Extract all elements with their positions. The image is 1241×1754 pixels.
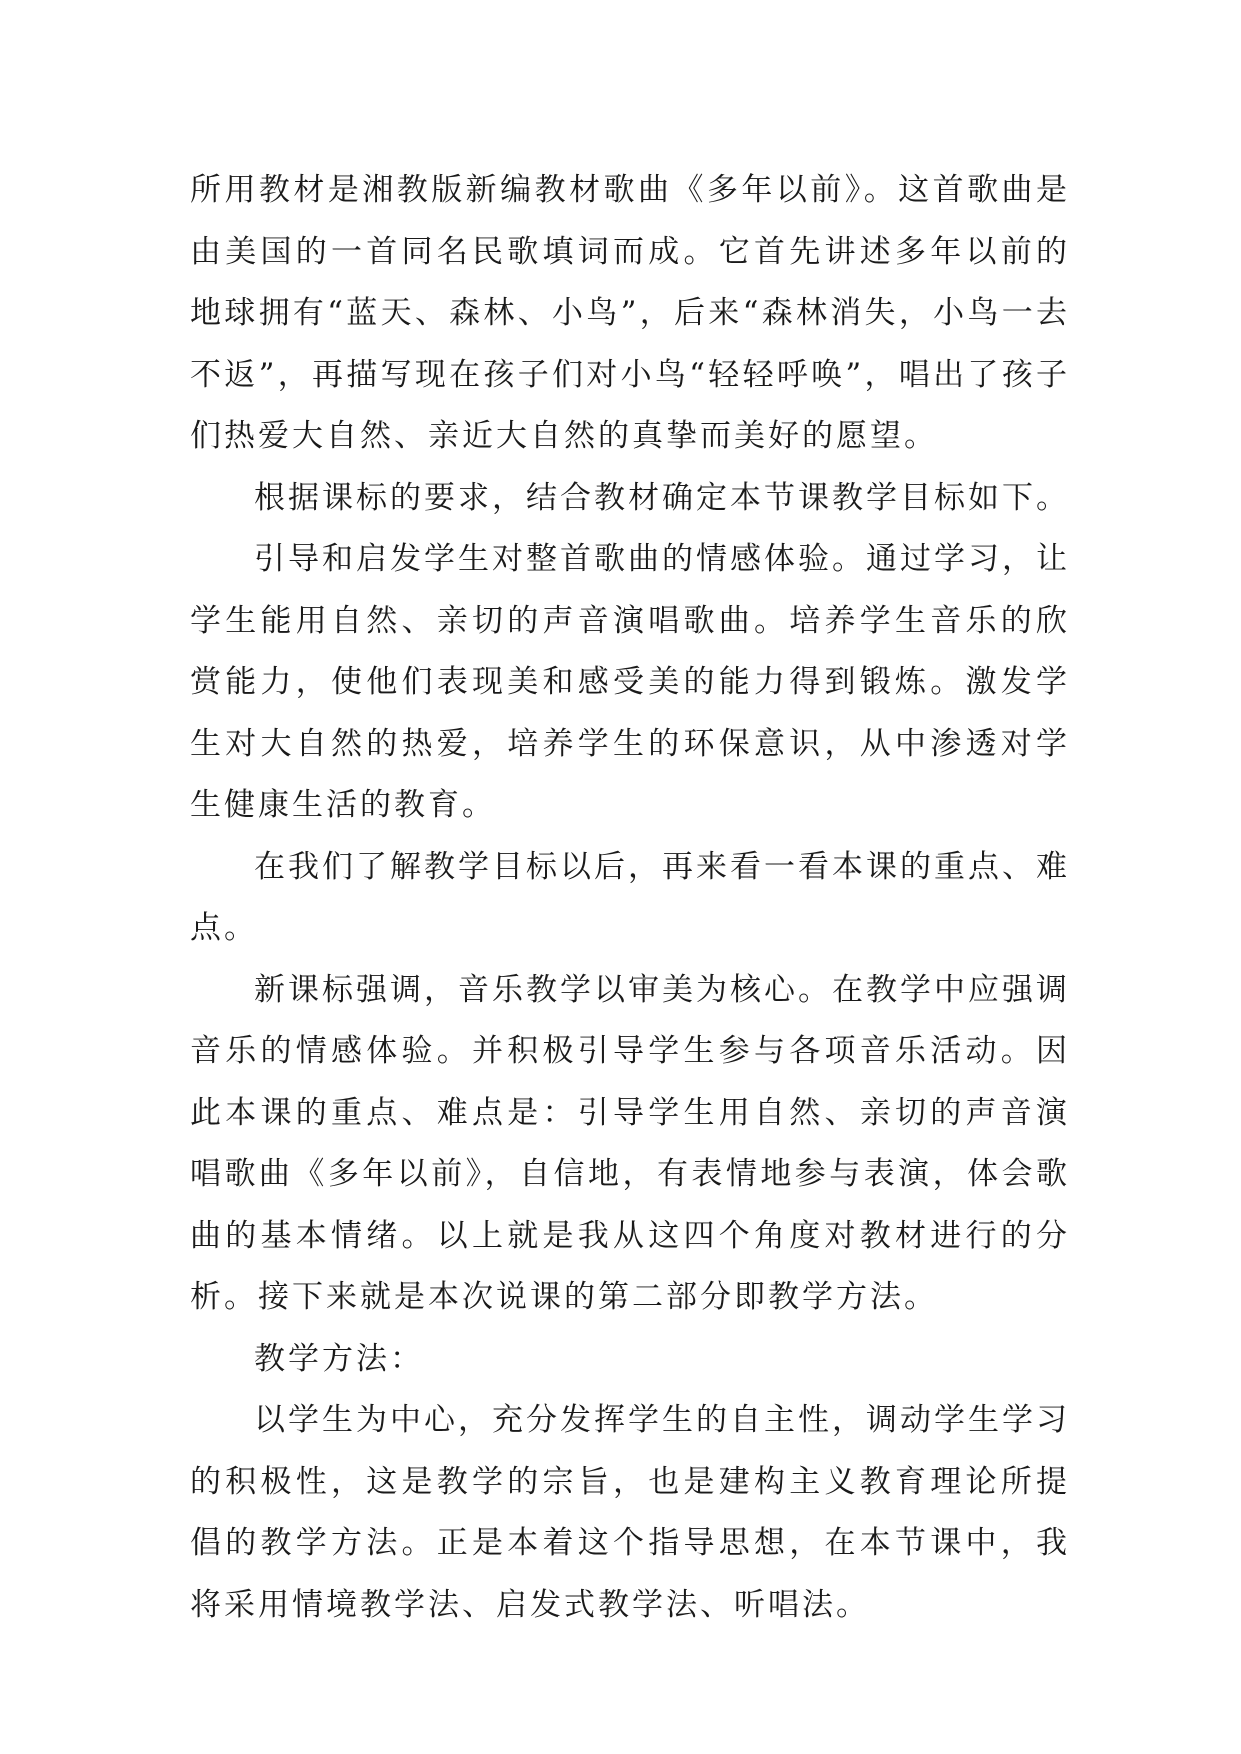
paragraph-methods: 以学生为中心，充分发挥学生的自主性，调动学生学习的积极性，这是教学的宗旨，也是建构主义教育理论所提倡的教学方法。正是本着这个指导思想，在本节课中，我将采用情境教学法、启发式教学法、听唱法。 xyxy=(190,1402,1070,1623)
body-text xyxy=(190,160,1070,1636)
paragraph-objectives-lead: 根据课标的要求，结合教材确定本节课教学目标如下。 xyxy=(254,479,1070,516)
paragraph-methods-heading: 教学方法： xyxy=(254,1340,424,1377)
paragraph-textbook-intro: 所用教材是湘教版新编教材歌曲《多年以前》。这首歌曲是由美国的一首同名民歌填词而成。它首先讲述多年以前的地球拥有“蓝天、森林、小鸟”，后来“森林消失，小鸟一去不返”，再描写现在孩子们对小鸟“轻轻呼唤”，唱出了孩子们热爱大自然、亲近大自然的真挚而美好的愿望。 xyxy=(190,172,1070,454)
paragraph-keypoints-lead: 在我们了解教学目标以后，再来看一看本课的重点、难点。 xyxy=(190,848,1070,946)
paragraph-keypoints: 新课标强调，音乐教学以审美为核心。在教学中应强调音乐的情感体验。并积极引导学生参与各项音乐活动。因此本课的重点、难点是：引导学生用自然、亲切的声音演唱歌曲《多年以前》，自信地，有表情地参与表演，体会歌曲的基本情绪。以上就是我从这四个角度对教材进行的分析。接下来就是本次说课的第二部分即教学方法。 xyxy=(190,971,1070,1315)
paragraph-objectives: 引导和启发学生对整首歌曲的情感体验。通过学习，让学生能用自然、亲切的声音演唱歌曲。培养学生音乐的欣赏能力，使他们表现美和感受美的能力得到锻炼。激发学生对大自然的热爱，培养学生的环保意识，从中渗透对学生健康生活的教育。 xyxy=(190,541,1070,823)
